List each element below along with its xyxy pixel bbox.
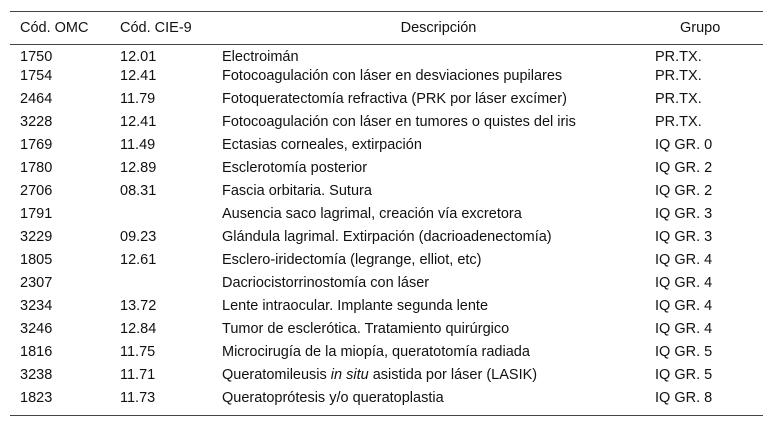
cell-grupo: IQ GR. 4 [655,251,713,268]
cell-omc: 1816 [20,343,53,360]
cell-grupo: IQ GR. 0 [655,136,713,153]
cell-cie9: 11.71 [120,366,156,383]
cell-descripcion: Lente intraocular. Implante segunda lente [222,297,489,314]
cell-descripcion: Dacriocistorrinostomía con láser [222,274,430,291]
cell-cie9: 12.01 [120,49,157,65]
table-row [10,45,763,68]
procedures-table [10,11,763,416]
table-body [10,45,763,416]
cell-omc: 1750 [20,49,53,65]
cell-omc: 1754 [20,67,53,84]
cell-omc: 1769 [20,136,53,153]
cell-omc: 1791 [20,205,53,222]
cell-descripcion: Esclerotomía posterior [222,159,368,176]
table-row [10,137,763,160]
table-row [10,206,763,229]
table-row [10,114,763,137]
header-omc: Cód. OMC [20,20,89,36]
cell-descripcion: Glándula lagrimal. Extirpación (dacrioadenectomía) [222,228,552,245]
cell-grupo: IQ GR. 8 [655,389,713,406]
cell-cie9: 12.41 [120,113,157,130]
cell-descripcion: Fotocoagulación con láser en desviaciones pupilares [222,67,563,84]
cell-omc: 3246 [20,320,53,337]
cell-grupo: IQ GR. 4 [655,297,713,314]
cell-omc: 2464 [20,90,53,107]
desc-text-italic: in situ [330,366,369,383]
cell-omc: 1805 [20,251,53,268]
table-header [10,12,763,45]
table-row [10,91,763,114]
table-row [10,321,763,344]
cell-descripcion: Fotoqueratectomía refractiva (PRK por láser excímer) [222,90,567,107]
cell-descripcion: Esclero-iridectomía (legrange, elliot, etc) [222,251,482,268]
cell-cie9: 11.75 [120,343,156,360]
cell-descripcion: Electroimán [222,49,299,65]
cell-omc: 3228 [20,113,53,130]
cell-grupo: IQ GR. 3 [655,205,713,222]
desc-text-after: asistida por láser (LASIK) [368,366,538,383]
cell-descripcion [222,367,655,390]
table-row [10,160,763,183]
cell-descripcion: Tumor de esclerótica. Tratamiento quirúrgico [222,320,510,337]
cell-grupo: IQ GR. 2 [655,182,713,199]
cell-omc: 1780 [20,159,53,176]
procedures-table-container [10,11,752,416]
table-row [10,390,763,416]
cell-cie9 [120,206,222,229]
cell-grupo: PR.TX. [655,90,702,107]
cell-grupo: PR.TX. [655,113,702,130]
cell-cie9: 12.89 [120,159,157,176]
cell-grupo: IQ GR. 3 [655,228,713,245]
cell-cie9: 09.23 [120,228,157,245]
header-grupo: Grupo [680,20,721,36]
header-cie9: Cód. CIE-9 [120,20,192,36]
cell-cie9 [120,275,222,298]
table-row [10,344,763,367]
cell-cie9: 11.79 [120,90,156,107]
table-row [10,275,763,298]
cell-cie9: 13.72 [120,297,157,314]
cell-grupo: IQ GR. 5 [655,366,713,383]
cell-omc: 1823 [20,389,53,406]
desc-text-before: Queratomileusis [222,366,331,383]
cell-grupo: IQ GR. 4 [655,320,713,337]
cell-omc: 3234 [20,297,53,314]
table-row [10,367,763,390]
cell-descripcion: Ausencia saco lagrimal, creación vía excretora [222,205,522,222]
cell-grupo: IQ GR. 5 [655,343,713,360]
cell-omc: 2307 [20,274,53,291]
cell-descripcion: Fascia orbitaria. Sutura [222,182,372,199]
cell-cie9: 11.49 [120,136,156,153]
cell-cie9: 11.73 [120,389,156,406]
cell-omc: 3229 [20,228,53,245]
cell-descripcion: Fotocoagulación con láser en tumores o quistes del iris [222,113,576,130]
cell-descripcion: Microcirugía de la miopía, queratotomía radiada [222,343,530,360]
cell-grupo: IQ GR. 2 [655,159,713,176]
cell-descripcion: Ectasias corneales, extirpación [222,136,422,153]
header-row [10,12,763,45]
cell-omc: 2706 [20,182,53,199]
cell-descripcion: Queratoprótesis y/o queratoplastia [222,389,444,406]
table-row [10,68,763,91]
cell-cie9: 08.31 [120,182,157,199]
cell-grupo: IQ GR. 4 [655,274,713,291]
cell-cie9: 12.41 [120,67,157,84]
table-row [10,183,763,206]
table-row [10,252,763,275]
cell-omc: 3238 [20,366,53,383]
cell-cie9: 12.61 [120,251,157,268]
table-row [10,229,763,252]
header-descripcion: Descripción [400,20,477,36]
cell-grupo: PR.TX. [655,49,702,65]
cell-cie9: 12.84 [120,320,157,337]
cell-grupo: PR.TX. [655,67,702,84]
table-row [10,298,763,321]
